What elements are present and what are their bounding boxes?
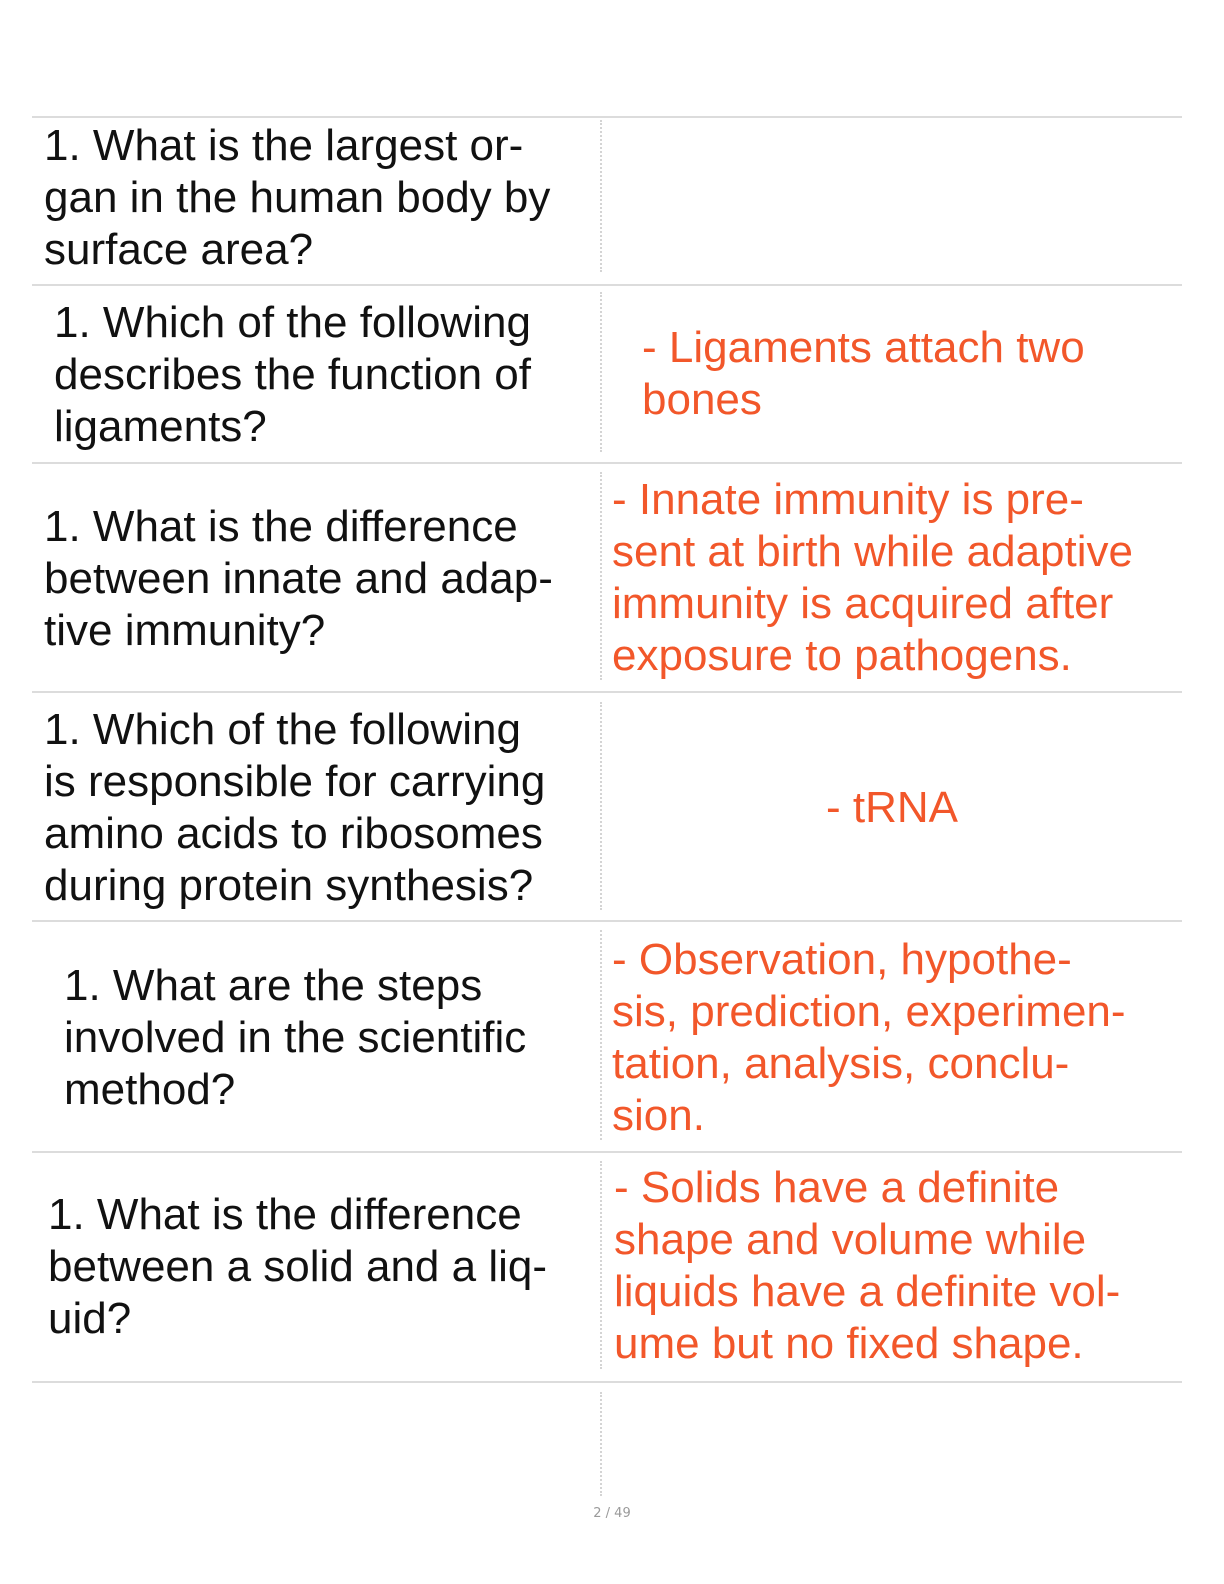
answer-line: immunity is acquired after: [612, 579, 1114, 628]
column-divider: [600, 930, 602, 1140]
question-line: method?: [64, 1065, 236, 1114]
question-line: is responsible for carrying: [44, 757, 546, 806]
column-divider: [600, 292, 602, 452]
answer-line: sent at birth while adaptive: [612, 527, 1133, 576]
question-line: uid?: [48, 1294, 132, 1343]
row-divider: [32, 1151, 1182, 1153]
question-line: surface area?: [44, 225, 314, 274]
answer-line: - Solids have a definite: [614, 1163, 1060, 1212]
answer-line: exposure to pathogens.: [612, 631, 1072, 680]
card-question: [54, 297, 531, 453]
answer-line: shape and volume while: [614, 1215, 1087, 1264]
question-line: between a solid and a liq-: [48, 1242, 547, 1291]
page-number: 2 / 49: [593, 1506, 631, 1521]
row-divider: [32, 284, 1182, 286]
row-divider: [32, 691, 1182, 693]
question-line: 1. What is the difference: [44, 502, 518, 551]
row-divider: [32, 462, 1182, 464]
question-line: tive immunity?: [44, 606, 326, 655]
answer-line: sis, prediction, experimen-: [612, 987, 1126, 1036]
answer-line: liquids have a definite vol-: [614, 1267, 1121, 1316]
column-divider: [600, 472, 602, 680]
card-answer: [612, 934, 1126, 1142]
question-line: describes the function of: [54, 350, 531, 399]
card-answer: [614, 1162, 1120, 1370]
column-divider: [600, 120, 602, 272]
question-line: gan in the human body by: [44, 173, 551, 222]
question-line: 1. What are the steps: [64, 961, 483, 1010]
answer-line: - Ligaments attach two: [642, 323, 1085, 372]
question-line: during protein synthesis?: [44, 861, 534, 910]
question-line: between innate and adap-: [44, 554, 553, 603]
answer-line: - tRNA: [826, 783, 958, 832]
card-question: [44, 120, 550, 276]
answer-line: tation, analysis, conclu-: [612, 1039, 1070, 1088]
question-line: ligaments?: [54, 402, 267, 451]
card-question: [48, 1189, 547, 1345]
card-answer: [612, 474, 1133, 682]
row-divider: [32, 920, 1182, 922]
question-line: involved in the scientific: [64, 1013, 527, 1062]
card-question: [44, 704, 545, 912]
question-line: amino acids to ribosomes: [44, 809, 543, 858]
question-line: 1. Which of the following: [44, 705, 521, 754]
answer-line: ume but no fixed shape.: [614, 1319, 1084, 1368]
card-answer: [602, 782, 1182, 834]
question-line: 1. What is the difference: [48, 1190, 522, 1239]
answer-line: - Innate immunity is pre-: [612, 475, 1084, 524]
card-question: [44, 501, 553, 657]
answer-line: bones: [642, 375, 762, 424]
question-line: 1. Which of the following: [54, 298, 531, 347]
card-question: [64, 960, 526, 1116]
card-answer: [642, 322, 1085, 426]
row-divider: [32, 1381, 1182, 1383]
answer-line: sion.: [612, 1091, 705, 1140]
column-divider: [600, 1161, 602, 1369]
question-line: 1. What is the largest or-: [44, 121, 524, 170]
row-divider: [32, 116, 1182, 118]
column-divider: [600, 1392, 602, 1496]
answer-line: - Observation, hypothe-: [612, 935, 1072, 984]
